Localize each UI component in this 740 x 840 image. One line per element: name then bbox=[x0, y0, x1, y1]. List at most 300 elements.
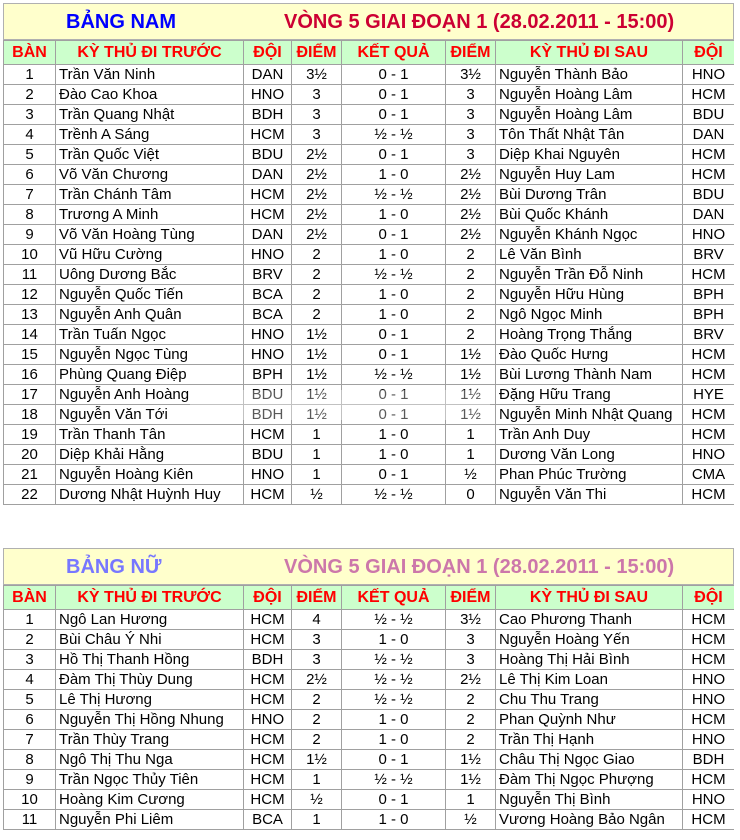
first-team-cell: HCM bbox=[244, 610, 292, 630]
first-score-cell: 2 bbox=[292, 245, 342, 265]
women-pairings-table bbox=[3, 585, 734, 830]
first-player-cell: Trần Thùy Trang bbox=[56, 730, 244, 750]
table-row bbox=[4, 225, 735, 245]
women-table-body bbox=[4, 610, 735, 830]
first-score-cell: 1 bbox=[292, 810, 342, 830]
second-team-cell: DAN bbox=[683, 205, 735, 225]
second-player-cell: Bùi Lương Thành Nam bbox=[496, 365, 683, 385]
first-score-cell: 3 bbox=[292, 125, 342, 145]
first-player-cell: Bùi Châu Ý Nhi bbox=[56, 630, 244, 650]
second-score-cell: 1 bbox=[446, 445, 496, 465]
result-cell: 0 - 1 bbox=[342, 85, 446, 105]
result-cell: ½ - ½ bbox=[342, 185, 446, 205]
first-team-cell: DAN bbox=[244, 65, 292, 85]
second-score-cell: 3½ bbox=[446, 610, 496, 630]
second-score-cell: 1 bbox=[446, 790, 496, 810]
table-row bbox=[4, 670, 735, 690]
second-player-cell: Hoàng Trọng Thắng bbox=[496, 325, 683, 345]
first-score-cell: 2 bbox=[292, 730, 342, 750]
second-team-cell: HCM bbox=[683, 165, 735, 185]
board-cell: 16 bbox=[4, 365, 56, 385]
table-row bbox=[4, 425, 735, 445]
second-team-cell: HNO bbox=[683, 445, 735, 465]
men-header-row bbox=[4, 41, 735, 65]
second-score-cell: 3 bbox=[446, 125, 496, 145]
second-team-cell: HNO bbox=[683, 690, 735, 710]
column-header-second-team: ĐỘI bbox=[683, 41, 735, 65]
first-score-cell: 3 bbox=[292, 85, 342, 105]
second-score-cell: 1½ bbox=[446, 750, 496, 770]
result-cell: 1 - 0 bbox=[342, 710, 446, 730]
second-player-cell: Nguyễn Hữu Hùng bbox=[496, 285, 683, 305]
result-cell: 0 - 1 bbox=[342, 790, 446, 810]
first-player-cell: Hoàng Kim Cương bbox=[56, 790, 244, 810]
first-player-cell: Trần Quốc Việt bbox=[56, 145, 244, 165]
second-team-cell: HNO bbox=[683, 225, 735, 245]
second-player-cell: Cao Phương Thanh bbox=[496, 610, 683, 630]
column-header-first-score: ĐIỂM bbox=[292, 586, 342, 610]
first-score-cell: 1½ bbox=[292, 325, 342, 345]
second-player-cell: Bùi Quốc Khánh bbox=[496, 205, 683, 225]
result-cell: 1 - 0 bbox=[342, 445, 446, 465]
second-score-cell: 3 bbox=[446, 630, 496, 650]
table-row bbox=[4, 165, 735, 185]
table-row bbox=[4, 385, 735, 405]
second-score-cell: ½ bbox=[446, 465, 496, 485]
table-row bbox=[4, 485, 735, 505]
first-score-cell: 2 bbox=[292, 305, 342, 325]
first-team-cell: BCA bbox=[244, 305, 292, 325]
board-cell: 14 bbox=[4, 325, 56, 345]
board-cell: 3 bbox=[4, 105, 56, 125]
table-row bbox=[4, 405, 735, 425]
second-team-cell: HCM bbox=[683, 810, 735, 830]
board-cell: 11 bbox=[4, 265, 56, 285]
second-score-cell: 2 bbox=[446, 690, 496, 710]
first-player-cell: Vũ Hữu Cường bbox=[56, 245, 244, 265]
second-score-cell: 2½ bbox=[446, 225, 496, 245]
second-team-cell: HCM bbox=[683, 265, 735, 285]
second-score-cell: 3 bbox=[446, 650, 496, 670]
first-team-cell: BCA bbox=[244, 810, 292, 830]
column-header-board: BÀN bbox=[4, 586, 56, 610]
men-pairings-table bbox=[3, 40, 734, 505]
second-team-cell: BRV bbox=[683, 325, 735, 345]
second-player-cell: Phan Quỳnh Như bbox=[496, 710, 683, 730]
first-score-cell: 1½ bbox=[292, 365, 342, 385]
first-score-cell: 2 bbox=[292, 690, 342, 710]
second-player-cell: Tôn Thất Nhật Tân bbox=[496, 125, 683, 145]
first-team-cell: BDU bbox=[244, 145, 292, 165]
table-row bbox=[4, 125, 735, 145]
board-cell: 8 bbox=[4, 750, 56, 770]
second-team-cell: HCM bbox=[683, 345, 735, 365]
first-player-cell: Ngô Thị Thu Nga bbox=[56, 750, 244, 770]
first-player-cell: Nguyễn Anh Hoàng bbox=[56, 385, 244, 405]
first-team-cell: BDH bbox=[244, 650, 292, 670]
first-player-cell: Trần Quang Nhật bbox=[56, 105, 244, 125]
table-row bbox=[4, 750, 735, 770]
table-row bbox=[4, 205, 735, 225]
second-score-cell: 1 bbox=[446, 425, 496, 445]
second-player-cell: Nguyễn Hoàng Yến bbox=[496, 630, 683, 650]
first-team-cell: HCM bbox=[244, 730, 292, 750]
result-cell: 0 - 1 bbox=[342, 105, 446, 125]
second-team-cell: DAN bbox=[683, 125, 735, 145]
result-cell: 1 - 0 bbox=[342, 630, 446, 650]
first-score-cell: 4 bbox=[292, 610, 342, 630]
first-team-cell: BPH bbox=[244, 365, 292, 385]
first-score-cell: 2½ bbox=[292, 185, 342, 205]
second-player-cell: Nguyễn Thành Bảo bbox=[496, 65, 683, 85]
second-team-cell: HYE bbox=[683, 385, 735, 405]
table-row bbox=[4, 810, 735, 830]
women-title-bar bbox=[3, 548, 734, 585]
second-team-cell: BDH bbox=[683, 750, 735, 770]
result-cell: 1 - 0 bbox=[342, 285, 446, 305]
second-team-cell: HCM bbox=[683, 650, 735, 670]
second-score-cell: 1½ bbox=[446, 345, 496, 365]
first-player-cell: Ngô Lan Hương bbox=[56, 610, 244, 630]
first-score-cell: 1½ bbox=[292, 345, 342, 365]
board-cell: 12 bbox=[4, 285, 56, 305]
table-row bbox=[4, 790, 735, 810]
second-score-cell: 2 bbox=[446, 730, 496, 750]
result-cell: ½ - ½ bbox=[342, 485, 446, 505]
result-cell: ½ - ½ bbox=[342, 650, 446, 670]
second-score-cell: 2 bbox=[446, 325, 496, 345]
second-score-cell: 2 bbox=[446, 265, 496, 285]
table-row bbox=[4, 770, 735, 790]
table-row bbox=[4, 630, 735, 650]
board-cell: 7 bbox=[4, 185, 56, 205]
table-row bbox=[4, 265, 735, 285]
table-row bbox=[4, 650, 735, 670]
second-score-cell: 2½ bbox=[446, 205, 496, 225]
second-player-cell: Đàm Thị Ngọc Phượng bbox=[496, 770, 683, 790]
second-team-cell: HCM bbox=[683, 145, 735, 165]
first-score-cell: 2 bbox=[292, 710, 342, 730]
women-round-title: VÒNG 5 GIAI ĐOẠN 1 (28.02.2011 - 15:00) bbox=[284, 556, 675, 578]
table-row bbox=[4, 65, 735, 85]
first-score-cell: 2 bbox=[292, 265, 342, 285]
second-score-cell: 2½ bbox=[446, 165, 496, 185]
result-cell: 0 - 1 bbox=[342, 145, 446, 165]
first-player-cell: Trần Thanh Tân bbox=[56, 425, 244, 445]
table-row bbox=[4, 245, 735, 265]
result-cell: 0 - 1 bbox=[342, 405, 446, 425]
result-cell: 1 - 0 bbox=[342, 165, 446, 185]
column-header-first-player: KỲ THỦ ĐI TRƯỚC bbox=[56, 586, 244, 610]
table-row bbox=[4, 710, 735, 730]
first-team-cell: BDU bbox=[244, 385, 292, 405]
first-team-cell: HNO bbox=[244, 710, 292, 730]
first-score-cell: 1½ bbox=[292, 750, 342, 770]
second-team-cell: HCM bbox=[683, 425, 735, 445]
second-score-cell: 3 bbox=[446, 105, 496, 125]
board-cell: 5 bbox=[4, 690, 56, 710]
first-player-cell: Lê Thị Hương bbox=[56, 690, 244, 710]
column-header-first-team: ĐỘI bbox=[244, 586, 292, 610]
result-cell: 1 - 0 bbox=[342, 810, 446, 830]
men-round-title: VÒNG 5 GIAI ĐOẠN 1 (28.02.2011 - 15:00) bbox=[284, 11, 675, 33]
result-cell: 0 - 1 bbox=[342, 225, 446, 245]
result-cell: 1 - 0 bbox=[342, 205, 446, 225]
second-player-cell: Lê Thị Kim Loan bbox=[496, 670, 683, 690]
second-score-cell: 2½ bbox=[446, 670, 496, 690]
result-cell: 0 - 1 bbox=[342, 750, 446, 770]
result-cell: 1 - 0 bbox=[342, 305, 446, 325]
first-team-cell: HNO bbox=[244, 325, 292, 345]
column-header-result: KẾT QUẢ bbox=[342, 41, 446, 65]
board-cell: 11 bbox=[4, 810, 56, 830]
board-cell: 7 bbox=[4, 730, 56, 750]
second-player-cell: Đặng Hữu Trang bbox=[496, 385, 683, 405]
second-player-cell: Phan Phúc Trường bbox=[496, 465, 683, 485]
second-team-cell: HCM bbox=[683, 710, 735, 730]
result-cell: 0 - 1 bbox=[342, 385, 446, 405]
first-team-cell: HCM bbox=[244, 690, 292, 710]
first-team-cell: DAN bbox=[244, 165, 292, 185]
second-score-cell: 1½ bbox=[446, 385, 496, 405]
second-player-cell: Bùi Dương Trân bbox=[496, 185, 683, 205]
board-cell: 10 bbox=[4, 790, 56, 810]
second-team-cell: HCM bbox=[683, 85, 735, 105]
table-row bbox=[4, 305, 735, 325]
second-score-cell: 0 bbox=[446, 485, 496, 505]
table-row bbox=[4, 85, 735, 105]
second-score-cell: 3½ bbox=[446, 65, 496, 85]
table-row bbox=[4, 345, 735, 365]
second-player-cell: Nguyễn Huy Lam bbox=[496, 165, 683, 185]
board-cell: 22 bbox=[4, 485, 56, 505]
second-player-cell: Nguyễn Trần Đỗ Ninh bbox=[496, 265, 683, 285]
first-score-cell: 1 bbox=[292, 770, 342, 790]
table-row bbox=[4, 145, 735, 165]
first-score-cell: 2½ bbox=[292, 225, 342, 245]
board-cell: 20 bbox=[4, 445, 56, 465]
board-cell: 13 bbox=[4, 305, 56, 325]
second-player-cell: Nguyễn Khánh Ngọc bbox=[496, 225, 683, 245]
board-cell: 8 bbox=[4, 205, 56, 225]
second-score-cell: 2 bbox=[446, 710, 496, 730]
result-cell: ½ - ½ bbox=[342, 770, 446, 790]
result-cell: 1 - 0 bbox=[342, 425, 446, 445]
board-cell: 3 bbox=[4, 650, 56, 670]
first-team-cell: BCA bbox=[244, 285, 292, 305]
first-score-cell: 2½ bbox=[292, 205, 342, 225]
men-table-body bbox=[4, 65, 735, 505]
board-cell: 1 bbox=[4, 610, 56, 630]
first-score-cell: 2 bbox=[292, 285, 342, 305]
result-cell: ½ - ½ bbox=[342, 125, 446, 145]
first-player-cell: Nguyễn Ngọc Tùng bbox=[56, 345, 244, 365]
column-header-second-player: KỲ THỦ ĐI SAU bbox=[496, 586, 683, 610]
first-score-cell: 1 bbox=[292, 445, 342, 465]
first-player-cell: Phùng Quang Điệp bbox=[56, 365, 244, 385]
first-player-cell: Nguyễn Thị Hồng Nhung bbox=[56, 710, 244, 730]
first-team-cell: BDU bbox=[244, 445, 292, 465]
second-team-cell: BPH bbox=[683, 285, 735, 305]
second-team-cell: HCM bbox=[683, 610, 735, 630]
first-player-cell: Nguyễn Phi Liêm bbox=[56, 810, 244, 830]
result-cell: 0 - 1 bbox=[342, 345, 446, 365]
second-team-cell: HCM bbox=[683, 365, 735, 385]
second-score-cell: 3 bbox=[446, 145, 496, 165]
board-cell: 4 bbox=[4, 125, 56, 145]
first-team-cell: HCM bbox=[244, 205, 292, 225]
first-player-cell: Nguyễn Quốc Tiến bbox=[56, 285, 244, 305]
first-player-cell: Nguyễn Văn Tới bbox=[56, 405, 244, 425]
result-cell: 1 - 0 bbox=[342, 730, 446, 750]
second-team-cell: HCM bbox=[683, 485, 735, 505]
first-team-cell: HCM bbox=[244, 770, 292, 790]
first-team-cell: HNO bbox=[244, 465, 292, 485]
result-cell: 1 - 0 bbox=[342, 245, 446, 265]
men-title-bar bbox=[3, 3, 734, 40]
first-team-cell: HCM bbox=[244, 670, 292, 690]
second-team-cell: HCM bbox=[683, 630, 735, 650]
second-team-cell: CMA bbox=[683, 465, 735, 485]
first-score-cell: 1 bbox=[292, 425, 342, 445]
board-cell: 9 bbox=[4, 770, 56, 790]
second-team-cell: HCM bbox=[683, 405, 735, 425]
first-player-cell: Đàm Thị Thùy Dung bbox=[56, 670, 244, 690]
second-player-cell: Lê Văn Bình bbox=[496, 245, 683, 265]
column-header-first-player: KỲ THỦ ĐI TRƯỚC bbox=[56, 41, 244, 65]
board-cell: 21 bbox=[4, 465, 56, 485]
first-score-cell: ½ bbox=[292, 790, 342, 810]
second-player-cell: Châu Thị Ngọc Giao bbox=[496, 750, 683, 770]
first-score-cell: 2½ bbox=[292, 145, 342, 165]
second-player-cell: Dương Văn Long bbox=[496, 445, 683, 465]
second-score-cell: 3 bbox=[446, 85, 496, 105]
first-player-cell: Võ Văn Hoàng Tùng bbox=[56, 225, 244, 245]
first-player-cell: Uông Dương Bắc bbox=[56, 265, 244, 285]
second-score-cell: ½ bbox=[446, 810, 496, 830]
first-team-cell: HCM bbox=[244, 485, 292, 505]
second-player-cell: Trần Thị Hạnh bbox=[496, 730, 683, 750]
first-player-cell: Dương Nhật Huỳnh Huy bbox=[56, 485, 244, 505]
table-row bbox=[4, 730, 735, 750]
second-player-cell: Nguyễn Văn Thi bbox=[496, 485, 683, 505]
first-team-cell: HCM bbox=[244, 790, 292, 810]
column-header-second-score: ĐIỂM bbox=[446, 586, 496, 610]
board-cell: 9 bbox=[4, 225, 56, 245]
column-header-board: BÀN bbox=[4, 41, 56, 65]
board-cell: 4 bbox=[4, 670, 56, 690]
board-cell: 2 bbox=[4, 85, 56, 105]
second-score-cell: 1½ bbox=[446, 365, 496, 385]
second-player-cell: Đào Quốc Hưng bbox=[496, 345, 683, 365]
first-team-cell: HCM bbox=[244, 185, 292, 205]
first-score-cell: 3 bbox=[292, 630, 342, 650]
first-team-cell: HCM bbox=[244, 425, 292, 445]
first-team-cell: HCM bbox=[244, 750, 292, 770]
first-team-cell: BDH bbox=[244, 105, 292, 125]
second-player-cell: Nguyễn Minh Nhật Quang bbox=[496, 405, 683, 425]
first-player-cell: Trềnh A Sáng bbox=[56, 125, 244, 145]
board-cell: 10 bbox=[4, 245, 56, 265]
result-cell: ½ - ½ bbox=[342, 365, 446, 385]
column-header-result: KẾT QUẢ bbox=[342, 586, 446, 610]
women-section-title: BẢNG NỮ bbox=[66, 556, 162, 578]
first-score-cell: ½ bbox=[292, 485, 342, 505]
second-score-cell: 2½ bbox=[446, 185, 496, 205]
first-player-cell: Võ Văn Chương bbox=[56, 165, 244, 185]
result-cell: 0 - 1 bbox=[342, 465, 446, 485]
column-header-second-team: ĐỘI bbox=[683, 586, 735, 610]
board-cell: 1 bbox=[4, 65, 56, 85]
first-player-cell: Đào Cao Khoa bbox=[56, 85, 244, 105]
first-player-cell: Trương A Minh bbox=[56, 205, 244, 225]
table-row bbox=[4, 445, 735, 465]
table-row bbox=[4, 610, 735, 630]
second-team-cell: HNO bbox=[683, 65, 735, 85]
first-team-cell: HCM bbox=[244, 125, 292, 145]
second-score-cell: 1½ bbox=[446, 405, 496, 425]
second-player-cell: Hoàng Thị Hải Bình bbox=[496, 650, 683, 670]
table-row bbox=[4, 105, 735, 125]
second-team-cell: BPH bbox=[683, 305, 735, 325]
second-player-cell: Nguyễn Thị Bình bbox=[496, 790, 683, 810]
first-player-cell: Hồ Thị Thanh Hồng bbox=[56, 650, 244, 670]
second-team-cell: HNO bbox=[683, 730, 735, 750]
first-player-cell: Trần Ngọc Thủy Tiên bbox=[56, 770, 244, 790]
first-player-cell: Diệp Khải Hằng bbox=[56, 445, 244, 465]
first-player-cell: Nguyễn Hoàng Kiên bbox=[56, 465, 244, 485]
first-team-cell: DAN bbox=[244, 225, 292, 245]
board-cell: 5 bbox=[4, 145, 56, 165]
second-player-cell: Chu Thu Trang bbox=[496, 690, 683, 710]
first-score-cell: 2½ bbox=[292, 670, 342, 690]
first-score-cell: 1 bbox=[292, 465, 342, 485]
first-player-cell: Trần Tuấn Ngọc bbox=[56, 325, 244, 345]
board-cell: 17 bbox=[4, 385, 56, 405]
second-player-cell: Trần Anh Duy bbox=[496, 425, 683, 445]
first-player-cell: Trần Chánh Tâm bbox=[56, 185, 244, 205]
column-header-second-score: ĐIỂM bbox=[446, 41, 496, 65]
column-header-first-score: ĐIỂM bbox=[292, 41, 342, 65]
second-score-cell: 2 bbox=[446, 285, 496, 305]
table-row bbox=[4, 285, 735, 305]
second-team-cell: BDU bbox=[683, 105, 735, 125]
board-cell: 19 bbox=[4, 425, 56, 445]
first-player-cell: Nguyễn Anh Quân bbox=[56, 305, 244, 325]
table-row bbox=[4, 185, 735, 205]
men-pairings-panel bbox=[3, 3, 734, 508]
women-pairings-panel bbox=[3, 548, 734, 836]
second-team-cell: HNO bbox=[683, 790, 735, 810]
column-header-second-player: KỲ THỦ ĐI SAU bbox=[496, 41, 683, 65]
board-cell: 15 bbox=[4, 345, 56, 365]
second-score-cell: 2 bbox=[446, 245, 496, 265]
second-player-cell: Diệp Khai Nguyên bbox=[496, 145, 683, 165]
second-player-cell: Vương Hoàng Bảo Ngân bbox=[496, 810, 683, 830]
result-cell: 0 - 1 bbox=[342, 325, 446, 345]
board-cell: 6 bbox=[4, 165, 56, 185]
second-score-cell: 1½ bbox=[446, 770, 496, 790]
first-team-cell: HNO bbox=[244, 85, 292, 105]
first-team-cell: BRV bbox=[244, 265, 292, 285]
result-cell: ½ - ½ bbox=[342, 690, 446, 710]
first-score-cell: 2½ bbox=[292, 165, 342, 185]
first-score-cell: 3 bbox=[292, 105, 342, 125]
second-score-cell: 2 bbox=[446, 305, 496, 325]
women-header-row bbox=[4, 586, 735, 610]
table-row bbox=[4, 325, 735, 345]
column-header-first-team: ĐỘI bbox=[244, 41, 292, 65]
